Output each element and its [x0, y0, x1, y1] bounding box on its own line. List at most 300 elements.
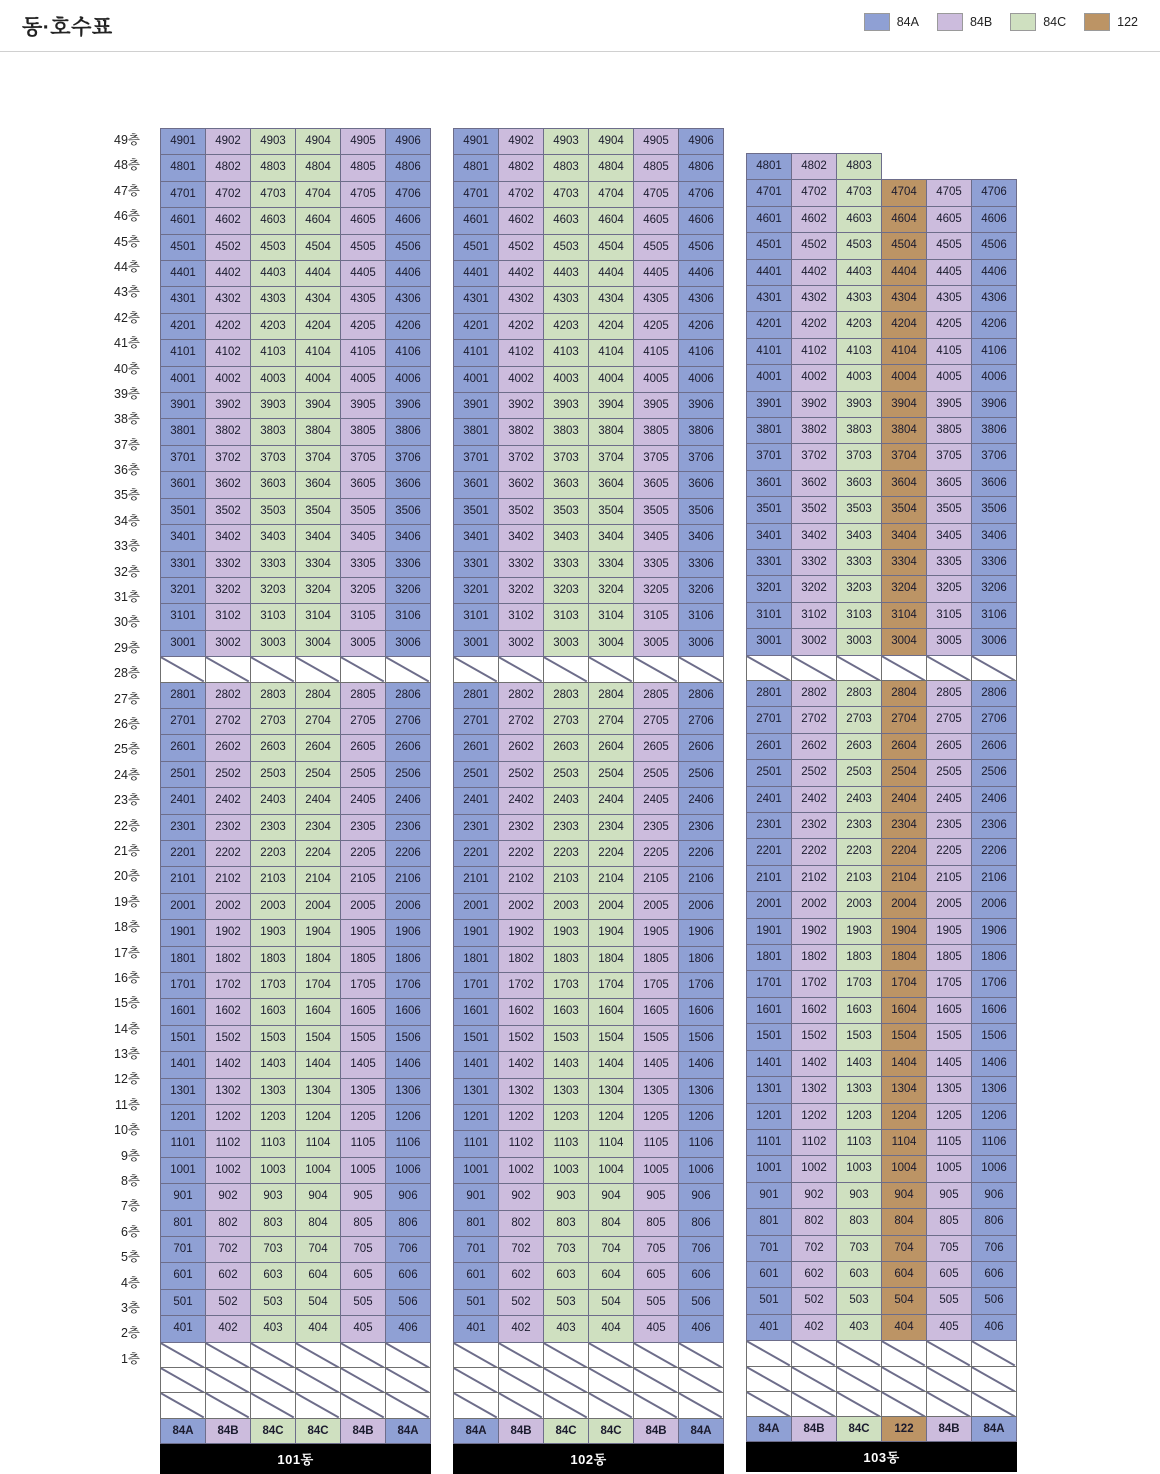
unit-cell[interactable]: 1104	[296, 1131, 341, 1157]
unit-cell[interactable]: 2204	[589, 840, 634, 866]
unit-cell[interactable]: 2501	[454, 761, 499, 787]
unit-cell[interactable]: 3006	[679, 630, 724, 656]
unit-cell[interactable]: 3001	[454, 630, 499, 656]
unit-cell[interactable]: 2504	[296, 761, 341, 787]
unit-cell[interactable]: 2102	[792, 865, 837, 891]
unit-cell[interactable]: 1902	[499, 920, 544, 946]
unit-cell[interactable]: 3502	[792, 497, 837, 523]
unit-cell[interactable]: 1605	[927, 997, 972, 1023]
unit-cell[interactable]: 1405	[634, 1052, 679, 1078]
unit-cell[interactable]: 4805	[634, 155, 679, 181]
unit-cell[interactable]: 2306	[386, 814, 431, 840]
unit-cell[interactable]: 902	[206, 1184, 251, 1210]
unit-cell[interactable]: 2701	[747, 707, 792, 733]
unit-cell[interactable]: 2602	[206, 735, 251, 761]
unit-cell[interactable]: 3605	[634, 472, 679, 498]
unit-cell[interactable]: 2301	[747, 813, 792, 839]
unit-cell[interactable]: 1803	[251, 946, 296, 972]
unit-cell[interactable]: 2002	[206, 893, 251, 919]
unit-cell[interactable]: 4506	[972, 233, 1017, 259]
unit-cell[interactable]: 3404	[589, 525, 634, 551]
unit-cell[interactable]: 1905	[927, 918, 972, 944]
unit-cell[interactable]: 4801	[161, 155, 206, 181]
unit-cell[interactable]: 4605	[634, 208, 679, 234]
unit-cell[interactable]: 2405	[927, 786, 972, 812]
unit-cell[interactable]: 4201	[454, 313, 499, 339]
unit-cell[interactable]: 4305	[341, 287, 386, 313]
unit-cell[interactable]: 4505	[927, 233, 972, 259]
unit-cell[interactable]: 4106	[972, 338, 1017, 364]
unit-cell[interactable]: 804	[882, 1209, 927, 1235]
unit-cell[interactable]: 3301	[454, 551, 499, 577]
unit-cell[interactable]: 4606	[679, 208, 724, 234]
unit-cell[interactable]: 602	[206, 1263, 251, 1289]
unit-cell[interactable]: 1402	[792, 1050, 837, 1076]
unit-cell[interactable]: 701	[454, 1237, 499, 1263]
unit-cell[interactable]: 3803	[837, 417, 882, 443]
unit-cell[interactable]: 4803	[251, 155, 296, 181]
unit-cell[interactable]: 1104	[589, 1131, 634, 1157]
unit-cell[interactable]: 2702	[499, 708, 544, 734]
unit-cell[interactable]: 4304	[296, 287, 341, 313]
unit-cell[interactable]: 1505	[927, 1024, 972, 1050]
unit-cell[interactable]: 805	[341, 1210, 386, 1236]
unit-cell[interactable]: 402	[792, 1314, 837, 1340]
unit-cell[interactable]: 1901	[747, 918, 792, 944]
unit-cell[interactable]: 1202	[499, 1105, 544, 1131]
unit-cell[interactable]: 2005	[634, 893, 679, 919]
unit-cell[interactable]: 4605	[341, 208, 386, 234]
unit-cell[interactable]: 2004	[882, 892, 927, 918]
unit-cell[interactable]: 1702	[206, 972, 251, 998]
unit-cell[interactable]: 1404	[296, 1052, 341, 1078]
unit-cell[interactable]: 401	[454, 1316, 499, 1342]
unit-cell[interactable]: 502	[206, 1289, 251, 1315]
unit-cell[interactable]: 1005	[341, 1157, 386, 1183]
unit-cell[interactable]: 3005	[927, 629, 972, 655]
unit-cell[interactable]: 4504	[882, 233, 927, 259]
unit-cell[interactable]: 4003	[544, 366, 589, 392]
unit-cell[interactable]: 2105	[927, 865, 972, 891]
unit-cell[interactable]: 602	[792, 1261, 837, 1287]
unit-cell[interactable]: 2001	[454, 893, 499, 919]
unit-cell[interactable]: 4506	[386, 234, 431, 260]
unit-cell[interactable]: 702	[206, 1237, 251, 1263]
unit-cell[interactable]: 1302	[499, 1078, 544, 1104]
unit-cell[interactable]: 4206	[386, 313, 431, 339]
unit-cell[interactable]: 3501	[454, 498, 499, 524]
unit-cell[interactable]: 4903	[251, 129, 296, 155]
unit-cell[interactable]: 605	[927, 1261, 972, 1287]
unit-cell[interactable]: 1905	[634, 920, 679, 946]
unit-cell[interactable]: 1902	[792, 918, 837, 944]
unit-cell[interactable]: 1603	[251, 999, 296, 1025]
unit-cell[interactable]: 3802	[792, 417, 837, 443]
unit-cell[interactable]: 2401	[454, 788, 499, 814]
unit-cell[interactable]: 1503	[837, 1024, 882, 1050]
unit-cell[interactable]: 2403	[837, 786, 882, 812]
unit-cell[interactable]: 4204	[296, 313, 341, 339]
unit-cell[interactable]: 902	[792, 1182, 837, 1208]
unit-cell[interactable]: 2701	[454, 708, 499, 734]
unit-cell[interactable]: 903	[544, 1184, 589, 1210]
unit-cell[interactable]: 2506	[972, 760, 1017, 786]
unit-cell[interactable]: 2506	[679, 761, 724, 787]
unit-cell[interactable]: 1705	[927, 971, 972, 997]
unit-cell[interactable]: 1001	[454, 1157, 499, 1183]
unit-cell[interactable]: 4703	[837, 180, 882, 206]
unit-cell[interactable]: 3006	[386, 630, 431, 656]
unit-cell[interactable]: 4004	[296, 366, 341, 392]
unit-cell[interactable]: 2703	[544, 708, 589, 734]
unit-cell[interactable]: 1606	[386, 999, 431, 1025]
unit-cell[interactable]: 2606	[972, 733, 1017, 759]
unit-cell[interactable]: 1606	[679, 999, 724, 1025]
unit-cell[interactable]: 3805	[634, 419, 679, 445]
unit-cell[interactable]: 4802	[499, 155, 544, 181]
unit-cell[interactable]: 2305	[634, 814, 679, 840]
unit-cell[interactable]: 401	[747, 1314, 792, 1340]
unit-cell[interactable]: 3601	[161, 472, 206, 498]
unit-cell[interactable]: 4405	[341, 261, 386, 287]
unit-cell[interactable]: 3102	[499, 604, 544, 630]
unit-cell[interactable]: 3203	[544, 577, 589, 603]
unit-cell[interactable]: 2206	[972, 839, 1017, 865]
unit-cell[interactable]: 904	[882, 1182, 927, 1208]
unit-cell[interactable]: 4106	[679, 340, 724, 366]
unit-cell[interactable]: 4901	[161, 129, 206, 155]
unit-cell[interactable]: 4701	[161, 181, 206, 207]
unit-cell[interactable]: 601	[161, 1263, 206, 1289]
unit-cell[interactable]: 3301	[161, 551, 206, 577]
unit-cell[interactable]: 1602	[499, 999, 544, 1025]
unit-cell[interactable]: 2704	[882, 707, 927, 733]
unit-cell[interactable]: 1605	[341, 999, 386, 1025]
unit-cell[interactable]: 4202	[206, 313, 251, 339]
unit-cell[interactable]: 1804	[296, 946, 341, 972]
unit-cell[interactable]: 3802	[206, 419, 251, 445]
unit-cell[interactable]: 2104	[882, 865, 927, 891]
unit-cell[interactable]: 1506	[679, 1025, 724, 1051]
unit-cell[interactable]: 3502	[499, 498, 544, 524]
unit-cell[interactable]: 402	[206, 1316, 251, 1342]
unit-cell[interactable]: 801	[747, 1209, 792, 1235]
unit-cell[interactable]: 3305	[341, 551, 386, 577]
unit-cell[interactable]: 2001	[161, 893, 206, 919]
unit-cell[interactable]: 1206	[679, 1105, 724, 1131]
unit-cell[interactable]: 906	[972, 1182, 1017, 1208]
unit-cell[interactable]: 2203	[251, 840, 296, 866]
unit-cell[interactable]: 3402	[792, 523, 837, 549]
unit-cell[interactable]: 806	[679, 1210, 724, 1236]
unit-cell[interactable]: 3903	[251, 393, 296, 419]
unit-cell[interactable]: 1702	[499, 972, 544, 998]
unit-cell[interactable]: 2004	[589, 893, 634, 919]
unit-cell[interactable]: 903	[251, 1184, 296, 1210]
unit-cell[interactable]: 504	[882, 1288, 927, 1314]
unit-cell[interactable]: 1504	[589, 1025, 634, 1051]
unit-cell[interactable]: 3403	[837, 523, 882, 549]
unit-cell[interactable]: 605	[634, 1263, 679, 1289]
unit-cell[interactable]: 2001	[747, 892, 792, 918]
unit-cell[interactable]: 404	[882, 1314, 927, 1340]
unit-cell[interactable]: 2203	[837, 839, 882, 865]
unit-cell[interactable]: 3704	[296, 445, 341, 471]
unit-cell[interactable]: 2502	[499, 761, 544, 787]
unit-cell[interactable]: 2605	[634, 735, 679, 761]
unit-cell[interactable]: 4306	[972, 285, 1017, 311]
unit-cell[interactable]: 803	[251, 1210, 296, 1236]
unit-cell[interactable]: 403	[251, 1316, 296, 1342]
unit-cell[interactable]: 3004	[882, 629, 927, 655]
unit-cell[interactable]: 4701	[454, 181, 499, 207]
unit-cell[interactable]: 2102	[206, 867, 251, 893]
unit-cell[interactable]: 1706	[972, 971, 1017, 997]
unit-cell[interactable]: 3905	[927, 391, 972, 417]
unit-cell[interactable]: 4703	[544, 181, 589, 207]
unit-cell[interactable]: 3901	[161, 393, 206, 419]
unit-cell[interactable]: 4105	[341, 340, 386, 366]
unit-cell[interactable]: 3003	[837, 629, 882, 655]
unit-cell[interactable]: 2704	[589, 708, 634, 734]
unit-cell[interactable]: 4803	[544, 155, 589, 181]
unit-cell[interactable]: 2401	[161, 788, 206, 814]
unit-cell[interactable]: 1805	[341, 946, 386, 972]
unit-cell[interactable]: 2205	[634, 840, 679, 866]
unit-cell[interactable]: 2603	[544, 735, 589, 761]
unit-cell[interactable]: 506	[679, 1289, 724, 1315]
unit-cell[interactable]: 3204	[296, 577, 341, 603]
unit-cell[interactable]: 2304	[589, 814, 634, 840]
unit-cell[interactable]: 4202	[499, 313, 544, 339]
unit-cell[interactable]: 2103	[837, 865, 882, 891]
unit-cell[interactable]: 3206	[679, 577, 724, 603]
unit-cell[interactable]: 1003	[544, 1157, 589, 1183]
unit-cell[interactable]: 3902	[792, 391, 837, 417]
unit-cell[interactable]: 1303	[251, 1078, 296, 1104]
unit-cell[interactable]: 1105	[341, 1131, 386, 1157]
unit-cell[interactable]: 2002	[499, 893, 544, 919]
unit-cell[interactable]: 1706	[386, 972, 431, 998]
unit-cell[interactable]: 3602	[206, 472, 251, 498]
unit-cell[interactable]: 3306	[679, 551, 724, 577]
unit-cell[interactable]: 2802	[499, 682, 544, 708]
unit-cell[interactable]: 4606	[972, 206, 1017, 232]
unit-cell[interactable]: 2605	[341, 735, 386, 761]
unit-cell[interactable]: 1903	[251, 920, 296, 946]
unit-cell[interactable]: 3701	[161, 445, 206, 471]
unit-cell[interactable]: 2203	[544, 840, 589, 866]
unit-cell[interactable]: 3103	[251, 604, 296, 630]
unit-cell[interactable]: 1103	[544, 1131, 589, 1157]
unit-cell[interactable]: 3604	[589, 472, 634, 498]
unit-cell[interactable]: 3506	[972, 497, 1017, 523]
unit-cell[interactable]: 1906	[972, 918, 1017, 944]
unit-cell[interactable]: 4601	[454, 208, 499, 234]
unit-cell[interactable]: 2505	[341, 761, 386, 787]
unit-cell[interactable]: 4301	[454, 287, 499, 313]
unit-cell[interactable]: 901	[747, 1182, 792, 1208]
unit-cell[interactable]: 1803	[544, 946, 589, 972]
unit-cell[interactable]: 506	[972, 1288, 1017, 1314]
unit-cell[interactable]: 1701	[747, 971, 792, 997]
unit-cell[interactable]: 2501	[161, 761, 206, 787]
unit-cell[interactable]: 1302	[792, 1077, 837, 1103]
unit-cell[interactable]: 2302	[206, 814, 251, 840]
unit-cell[interactable]: 1205	[927, 1103, 972, 1129]
unit-cell[interactable]: 1906	[679, 920, 724, 946]
unit-cell[interactable]: 4403	[544, 261, 589, 287]
unit-cell[interactable]: 4103	[837, 338, 882, 364]
unit-cell[interactable]: 2606	[386, 735, 431, 761]
unit-cell[interactable]: 3105	[341, 604, 386, 630]
unit-cell[interactable]: 3604	[296, 472, 341, 498]
unit-cell[interactable]: 3506	[386, 498, 431, 524]
unit-cell[interactable]: 801	[454, 1210, 499, 1236]
unit-cell[interactable]: 3406	[386, 525, 431, 551]
unit-cell[interactable]: 4504	[296, 234, 341, 260]
unit-cell[interactable]: 2705	[634, 708, 679, 734]
unit-cell[interactable]: 3406	[972, 523, 1017, 549]
unit-cell[interactable]: 1704	[589, 972, 634, 998]
unit-cell[interactable]: 1806	[679, 946, 724, 972]
unit-cell[interactable]: 1906	[386, 920, 431, 946]
unit-cell[interactable]: 606	[679, 1263, 724, 1289]
unit-cell[interactable]: 505	[341, 1289, 386, 1315]
unit-cell[interactable]: 4405	[634, 261, 679, 287]
unit-cell[interactable]: 501	[747, 1288, 792, 1314]
unit-cell[interactable]: 4001	[161, 366, 206, 392]
unit-cell[interactable]: 1301	[747, 1077, 792, 1103]
unit-cell[interactable]: 4101	[161, 340, 206, 366]
unit-cell[interactable]: 3701	[454, 445, 499, 471]
unit-cell[interactable]: 2506	[386, 761, 431, 787]
unit-cell[interactable]: 2402	[792, 786, 837, 812]
unit-cell[interactable]: 3902	[499, 393, 544, 419]
unit-cell[interactable]: 3702	[206, 445, 251, 471]
unit-cell[interactable]: 4501	[454, 234, 499, 260]
unit-cell[interactable]: 4301	[747, 285, 792, 311]
unit-cell[interactable]: 1801	[747, 945, 792, 971]
unit-cell[interactable]: 4002	[792, 365, 837, 391]
unit-cell[interactable]: 2706	[386, 708, 431, 734]
unit-cell[interactable]: 3002	[206, 630, 251, 656]
unit-cell[interactable]: 3105	[634, 604, 679, 630]
unit-cell[interactable]: 1801	[161, 946, 206, 972]
unit-cell[interactable]: 1502	[499, 1025, 544, 1051]
unit-cell[interactable]: 3205	[927, 576, 972, 602]
unit-cell[interactable]: 1703	[837, 971, 882, 997]
unit-cell[interactable]: 1506	[386, 1025, 431, 1051]
unit-cell[interactable]: 4102	[206, 340, 251, 366]
unit-cell[interactable]: 3405	[927, 523, 972, 549]
unit-cell[interactable]: 3503	[544, 498, 589, 524]
unit-cell[interactable]: 4303	[251, 287, 296, 313]
unit-cell[interactable]: 4902	[499, 129, 544, 155]
unit-cell[interactable]: 2303	[544, 814, 589, 840]
unit-cell[interactable]: 2103	[544, 867, 589, 893]
unit-cell[interactable]: 603	[544, 1263, 589, 1289]
unit-cell[interactable]: 1301	[454, 1078, 499, 1104]
unit-cell[interactable]: 3503	[837, 497, 882, 523]
unit-cell[interactable]: 4103	[251, 340, 296, 366]
unit-cell[interactable]: 4505	[341, 234, 386, 260]
unit-cell[interactable]: 3205	[634, 577, 679, 603]
unit-cell[interactable]: 1201	[454, 1105, 499, 1131]
unit-cell[interactable]: 1502	[206, 1025, 251, 1051]
unit-cell[interactable]: 2003	[251, 893, 296, 919]
unit-cell[interactable]: 1401	[454, 1052, 499, 1078]
unit-cell[interactable]: 701	[747, 1235, 792, 1261]
unit-cell[interactable]: 2006	[972, 892, 1017, 918]
unit-cell[interactable]: 601	[454, 1263, 499, 1289]
unit-cell[interactable]: 2806	[972, 681, 1017, 707]
unit-cell[interactable]: 2402	[499, 788, 544, 814]
unit-cell[interactable]: 2504	[882, 760, 927, 786]
unit-cell[interactable]: 4901	[454, 129, 499, 155]
unit-cell[interactable]: 3302	[499, 551, 544, 577]
unit-cell[interactable]: 3403	[544, 525, 589, 551]
unit-cell[interactable]: 1106	[972, 1129, 1017, 1155]
unit-cell[interactable]: 3404	[296, 525, 341, 551]
unit-cell[interactable]: 1402	[499, 1052, 544, 1078]
unit-cell[interactable]: 2005	[341, 893, 386, 919]
unit-cell[interactable]: 4501	[161, 234, 206, 260]
unit-cell[interactable]: 3504	[882, 497, 927, 523]
unit-cell[interactable]: 606	[972, 1261, 1017, 1287]
unit-cell[interactable]: 4403	[251, 261, 296, 287]
unit-cell[interactable]: 2306	[679, 814, 724, 840]
unit-cell[interactable]: 2604	[589, 735, 634, 761]
unit-cell[interactable]: 2504	[589, 761, 634, 787]
unit-cell[interactable]: 1006	[386, 1157, 431, 1183]
unit-cell[interactable]: 604	[589, 1263, 634, 1289]
unit-cell[interactable]: 3803	[544, 419, 589, 445]
unit-cell[interactable]: 4703	[251, 181, 296, 207]
unit-cell[interactable]: 1105	[927, 1129, 972, 1155]
unit-cell[interactable]: 4601	[161, 208, 206, 234]
unit-cell[interactable]: 505	[634, 1289, 679, 1315]
unit-cell[interactable]: 4706	[386, 181, 431, 207]
unit-cell[interactable]: 906	[679, 1184, 724, 1210]
unit-cell[interactable]: 1102	[792, 1129, 837, 1155]
unit-cell[interactable]: 4101	[454, 340, 499, 366]
unit-cell[interactable]: 1706	[679, 972, 724, 998]
unit-cell[interactable]: 2003	[837, 892, 882, 918]
unit-cell[interactable]: 706	[679, 1237, 724, 1263]
unit-cell[interactable]: 4304	[882, 285, 927, 311]
unit-cell[interactable]: 1303	[544, 1078, 589, 1104]
unit-cell[interactable]: 702	[792, 1235, 837, 1261]
unit-cell[interactable]: 3204	[589, 577, 634, 603]
unit-cell[interactable]: 3405	[341, 525, 386, 551]
unit-cell[interactable]: 3102	[792, 602, 837, 628]
unit-cell[interactable]: 4903	[544, 129, 589, 155]
unit-cell[interactable]: 4004	[882, 365, 927, 391]
unit-cell[interactable]: 1805	[634, 946, 679, 972]
unit-cell[interactable]: 1405	[927, 1050, 972, 1076]
unit-cell[interactable]: 2201	[161, 840, 206, 866]
unit-cell[interactable]: 3804	[589, 419, 634, 445]
unit-cell[interactable]: 3002	[499, 630, 544, 656]
unit-cell[interactable]: 4205	[927, 312, 972, 338]
unit-cell[interactable]: 4102	[792, 338, 837, 364]
unit-cell[interactable]: 1501	[454, 1025, 499, 1051]
unit-cell[interactable]: 4205	[341, 313, 386, 339]
unit-cell[interactable]: 2505	[634, 761, 679, 787]
unit-cell[interactable]: 3104	[589, 604, 634, 630]
unit-cell[interactable]: 3806	[972, 417, 1017, 443]
